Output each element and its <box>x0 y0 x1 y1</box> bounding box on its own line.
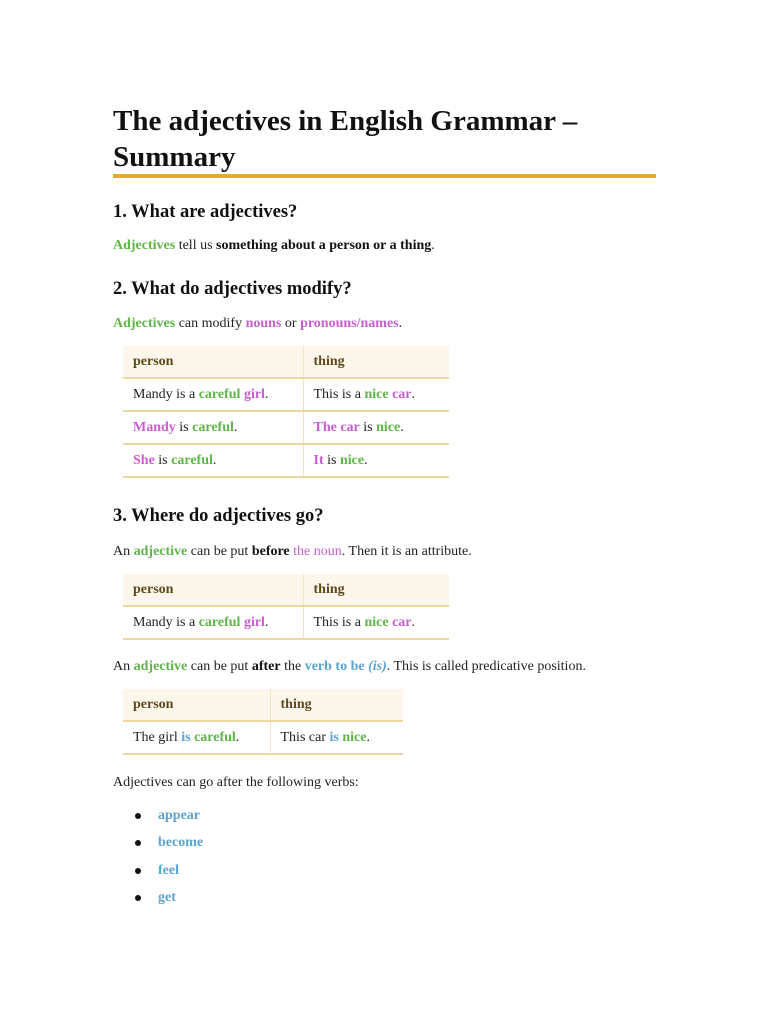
text: This car <box>280 729 330 745</box>
text: tell us <box>175 238 217 253</box>
verb-list <box>113 805 203 914</box>
text: . <box>233 419 238 435</box>
term-is: (is) <box>368 659 387 674</box>
bullet-icon <box>135 868 141 874</box>
term-nouns: nouns <box>245 316 282 331</box>
text: . <box>212 452 217 468</box>
adjective: nice <box>364 614 389 630</box>
text: . <box>264 386 269 402</box>
noun: Mandy <box>133 419 176 435</box>
list-item <box>113 860 203 887</box>
text: . <box>398 316 403 331</box>
term-adjectives: Adjectives <box>113 316 176 331</box>
adjective: careful <box>171 452 213 468</box>
emphasis: before <box>251 544 290 559</box>
noun: The car <box>313 419 360 435</box>
text: is <box>359 419 377 435</box>
text: is <box>154 452 172 468</box>
verbs-intro: Adjectives can go after the following verbs: <box>113 775 359 790</box>
text: can be put <box>187 659 252 674</box>
term-pronouns: pronouns/names <box>300 316 399 331</box>
page-title: The adjectives in English Grammar – Summary <box>113 105 578 173</box>
table-row <box>123 378 449 411</box>
table-header-row <box>123 574 449 606</box>
term-adjectives: Adjectives <box>113 238 176 253</box>
column-header: person <box>123 574 303 606</box>
text: An <box>113 659 134 674</box>
text: is <box>323 452 340 468</box>
adjective: careful <box>194 729 236 745</box>
verb-link[interactable]: get <box>158 889 176 905</box>
column-header: thing <box>270 689 403 721</box>
text: The girl <box>133 729 182 745</box>
section-3-text-before <box>113 542 472 562</box>
column-header: person <box>123 689 270 721</box>
text: . <box>400 419 404 435</box>
text: . <box>235 729 240 745</box>
table-cell <box>123 378 303 411</box>
emphasis: something about a person or a thing <box>216 238 432 253</box>
list-item <box>113 805 203 832</box>
section-3-heading: 3. Where do adjectives go? <box>113 506 324 526</box>
modify-table <box>123 346 449 478</box>
table-header-row <box>123 689 403 721</box>
table-cell <box>303 378 449 411</box>
table-row <box>123 411 449 444</box>
table-cell <box>303 444 449 477</box>
text: . <box>364 452 368 468</box>
bullet-icon <box>135 840 141 846</box>
text: This is a <box>313 614 365 630</box>
text: can be put <box>187 544 252 559</box>
verb-link[interactable]: appear <box>158 808 200 823</box>
bullet-icon <box>135 813 141 819</box>
predicative-table <box>123 689 403 755</box>
text: This is a <box>313 386 365 402</box>
section-2-heading: 2. What do adjectives modify? <box>113 279 352 299</box>
emphasis: after <box>251 659 281 674</box>
section-2-text <box>113 314 402 334</box>
adjective: nice <box>339 452 365 468</box>
column-header: thing <box>303 574 449 606</box>
text: . <box>411 614 415 630</box>
table-cell <box>123 444 303 477</box>
adjective: careful <box>198 386 241 402</box>
text: Mandy is a <box>133 614 199 630</box>
adjective: careful <box>192 419 234 435</box>
table-cell <box>270 721 403 754</box>
list-item <box>113 887 203 914</box>
column-header: person <box>123 346 303 378</box>
term-the-noun: the noun <box>293 544 342 559</box>
table-row <box>123 444 449 477</box>
text: or <box>281 316 301 331</box>
adjective: careful <box>198 614 241 630</box>
adjective: nice <box>376 419 401 435</box>
verb-link[interactable]: become <box>158 835 204 851</box>
term-adjective: adjective <box>133 544 188 559</box>
text: the <box>280 659 305 674</box>
text: An <box>113 544 134 559</box>
section-1-heading: 1. What are adjectives? <box>113 202 298 222</box>
verb: is <box>329 729 339 745</box>
adjective: nice <box>364 386 389 402</box>
table-row <box>123 606 449 639</box>
section-3-text-after <box>113 657 586 677</box>
table-row <box>123 721 403 754</box>
text: Mandy is a <box>133 386 199 402</box>
text: . <box>264 614 269 630</box>
text: can modify <box>175 316 246 331</box>
attribute-table <box>123 574 449 640</box>
text: . <box>431 238 435 253</box>
table-cell <box>303 606 449 639</box>
adjective: nice <box>342 729 367 745</box>
table-cell <box>123 606 303 639</box>
list-item <box>113 832 203 859</box>
term-adjective: adjective <box>133 659 188 674</box>
text: . This is called predicative position. <box>386 659 586 674</box>
noun: girl <box>243 386 265 402</box>
verb-link[interactable]: feel <box>158 862 179 878</box>
table-cell <box>123 721 270 754</box>
term-verb-to-be: verb to be <box>304 659 369 674</box>
table-cell <box>303 411 449 444</box>
pronoun: She <box>133 452 155 468</box>
verb: is <box>181 729 191 745</box>
text: . <box>366 729 370 745</box>
noun: car <box>392 614 412 630</box>
text: . Then it is an attribute. <box>341 544 472 559</box>
title-underline <box>113 174 656 178</box>
table-cell <box>123 411 303 444</box>
noun: car <box>392 386 412 402</box>
bullet-icon <box>135 895 141 901</box>
section-1-text <box>113 236 435 256</box>
column-header: thing <box>303 346 449 378</box>
text: . <box>411 386 415 402</box>
table-header-row <box>123 346 449 378</box>
pronoun: It <box>313 452 324 468</box>
text: is <box>175 419 193 435</box>
noun: girl <box>243 614 265 630</box>
